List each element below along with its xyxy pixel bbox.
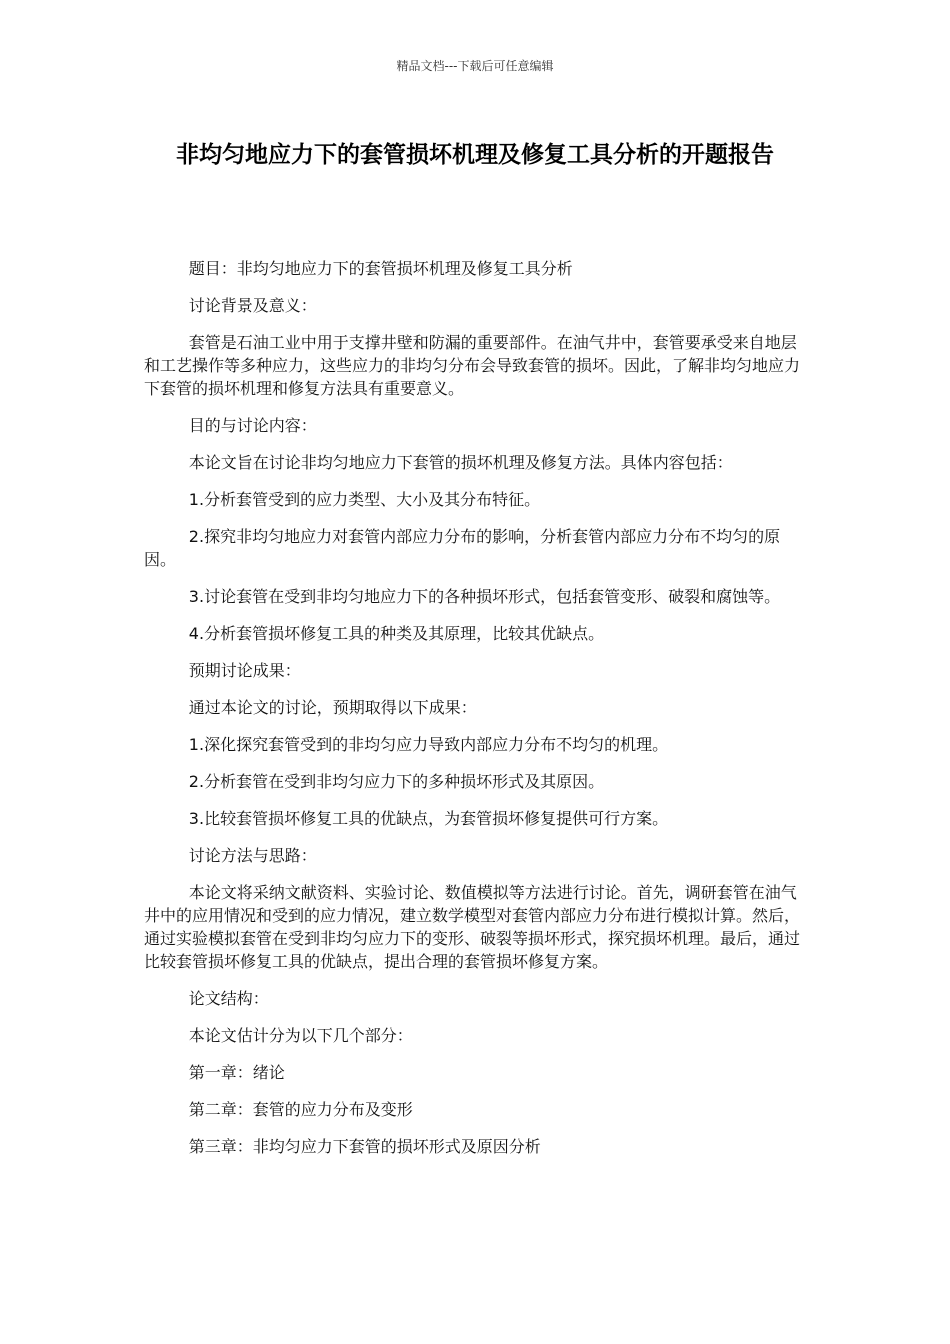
list-item-result-3: 3.比较套管损坏修复工具的优缺点，为套管损坏修复提供可行方案。 [188, 809, 669, 828]
chapter-1: 第一章：绪论 [188, 1063, 285, 1082]
paragraph-objectives: 本论文旨在讨论非均匀地应力下套管的损坏机理及修复方法。具体内容包括： [188, 453, 733, 472]
heading-expected-results: 预期讨论成果： [188, 661, 301, 680]
heading-methods: 讨论方法与思路： [188, 846, 317, 865]
list-item-objective-2: 2.探究非均匀地应力对套管内部应力分布的影响，分析套管内部应力分布不均匀的原因。 [144, 527, 781, 569]
chapter-2: 第二章：套管的应力分布及变形 [188, 1100, 413, 1119]
document-title: 非均匀地应力下的套管损坏机理及修复工具分析的开题报告 [176, 142, 774, 168]
heading-objectives: 目的与讨论内容： [188, 416, 317, 435]
heading-background: 讨论背景及意义： [188, 296, 317, 315]
page-header: 精品文档---下载后可任意编辑 [396, 59, 554, 73]
list-item-objective-3: 3.讨论套管在受到非均匀地应力下的各种损坏形式，包括套管变形、破裂和腐蚀等。 [188, 587, 781, 606]
heading-structure: 论文结构： [188, 989, 269, 1008]
paragraph-expected-results: 通过本论文的讨论，预期取得以下成果： [188, 698, 477, 717]
list-item-result-1: 1.深化探究套管受到的非均匀应力导致内部应力分布不均匀的机理。 [188, 735, 669, 754]
paragraph-methods: 本论文将采纳文献资料、实验讨论、数值模拟等方法进行讨论。首先，调研套管在油气井中的应用情况和受到的应力情况，建立数学模型对套管内部应力分布进行模拟计算。然后，通过实验模拟套管在受到非均匀应力下的变形、破裂等损坏形式，探究损坏机理。最后，通过比较套管损坏修复工具的优缺点，提出合理的套管损坏修复方案。 [144, 883, 801, 971]
list-item-objective-4: 4.分析套管损坏修复工具的种类及其原理，比较其优缺点。 [188, 624, 605, 643]
list-item-result-2: 2.分析套管在受到非均匀应力下的多种损坏形式及其原因。 [188, 772, 605, 791]
paragraph-topic: 题目：非均匀地应力下的套管损坏机理及修复工具分析 [188, 259, 573, 278]
document-body [144, 257, 806, 1172]
list-item-objective-1: 1.分析套管受到的应力类型、大小及其分布特征。 [188, 490, 541, 509]
chapter-3: 第三章：非均匀应力下套管的损坏形式及原因分析 [188, 1137, 541, 1156]
paragraph-background: 套管是石油工业中用于支撑井壁和防漏的重要部件。在油气井中，套管要承受来自地层和工艺操作等多种应力，这些应力的非均匀分布会导致套管的损坏。因此，了解非均匀地应力下套管的损坏机理和修复方法具有重要意义。 [144, 333, 801, 398]
paragraph-structure: 本论文估计分为以下几个部分： [188, 1026, 413, 1045]
